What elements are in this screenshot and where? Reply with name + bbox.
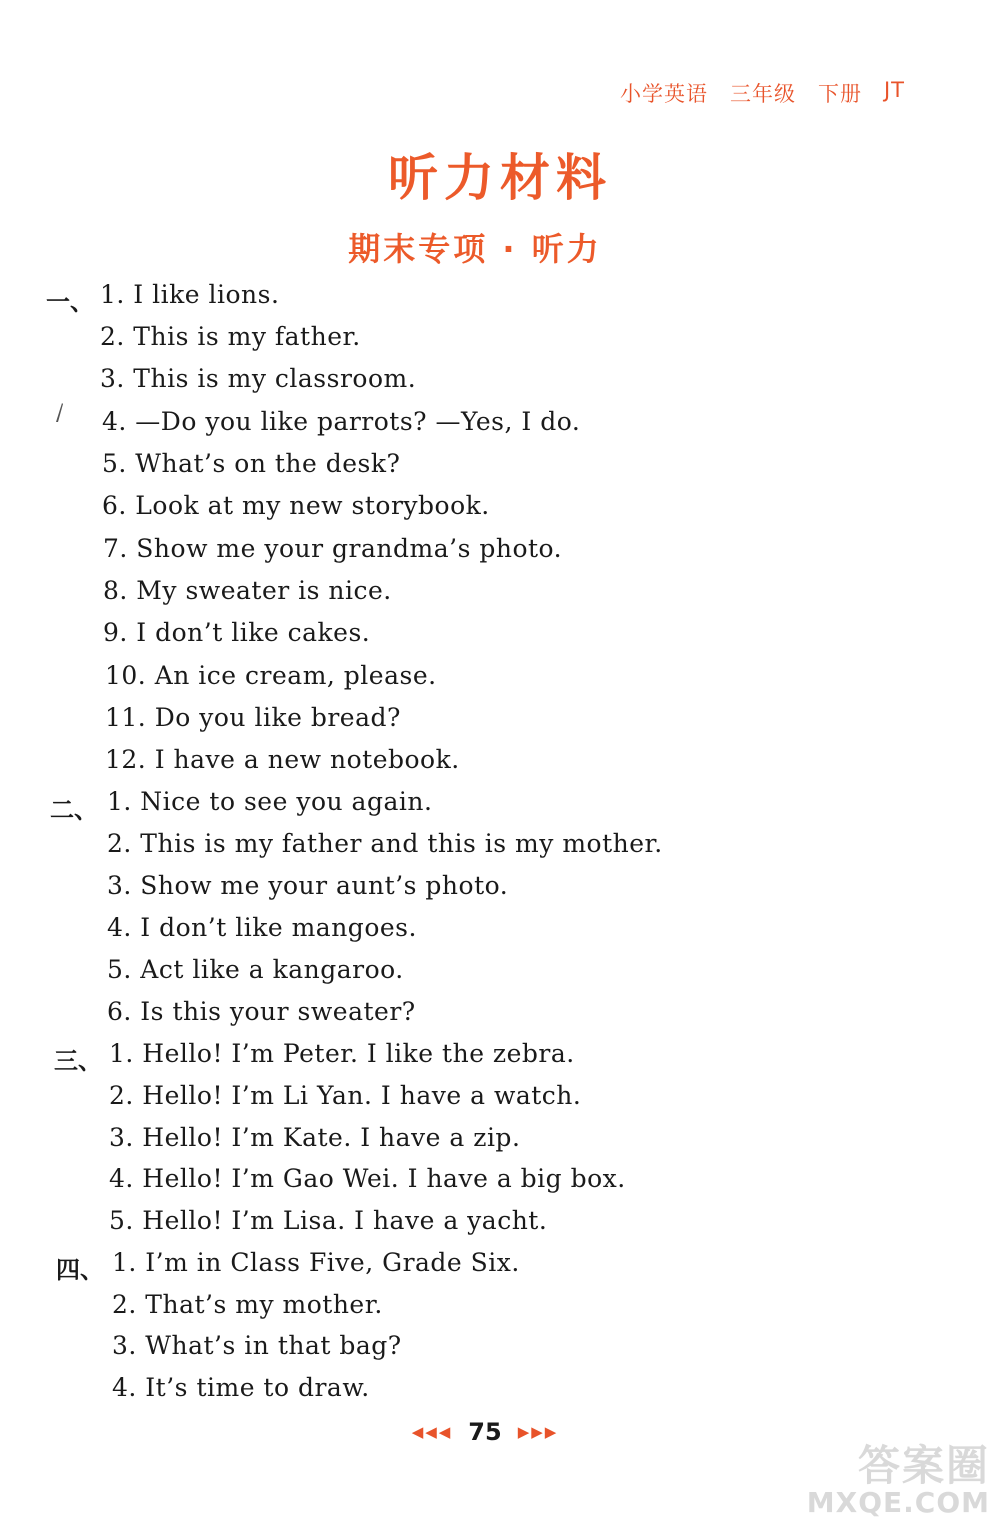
list-item: 1. I’m in Class Five, Grade Six. [112,1248,520,1277]
list-item: 11. Do you like bread? [105,703,401,732]
watermark-bottom: MXQE.COM [806,1485,990,1519]
list-item: 3. This is my classroom. [100,364,417,393]
list-item: 2. Hello! I’m Li Yan. I have a watch. [109,1081,582,1110]
section-label-1: 一、 [46,288,94,316]
list-item: 4. I don’t like mangoes. [107,913,417,942]
section-label-4: 四、 [56,1256,104,1284]
header-grade: 三年级 [729,82,796,106]
list-item: 9. I don’t like cakes. [103,618,371,647]
list-item: 1. Hello! I’m Peter. I like the zebra. [109,1039,575,1068]
page-title: 听力材料 [388,149,612,207]
header-subject: 小学英语 [619,82,708,106]
list-item: 5. What’s on the desk? [102,449,401,478]
list-item: 1. Nice to see you again. [107,787,433,816]
right-arrows-icon: ▶▶▶ [517,1423,559,1441]
list-item: 2. This is my father and this is my mother. [107,829,663,858]
pen-mark-icon [54,402,64,424]
list-item: 10. An ice cream, please. [105,661,437,690]
list-item: 4. —Do you like parrots? —Yes, I do. [102,407,581,436]
watermark [806,1440,990,1519]
watermark-top: 答案圈 [857,1440,990,1490]
page-subtitle: 期末专项 · 听力 [348,230,602,268]
page-header [620,78,905,108]
list-item: 3. Hello! I’m Kate. I have a zip. [109,1123,521,1152]
page-number: 75 [468,1418,502,1446]
list-item: 3. Show me your aunt’s photo. [107,871,509,900]
header-volume: 下册 [817,82,862,106]
list-item: 4. It’s time to draw. [112,1373,370,1402]
list-item: 8. My sweater is nice. [103,576,392,605]
list-item: 7. Show me your grandma’s photo. [103,534,563,563]
list-item: 1. I like lions. [100,280,280,309]
list-item: 2. That’s my mother. [112,1290,383,1319]
list-item: 6. Look at my new storybook. [102,491,490,520]
list-item: 6. Is this your sweater? [107,997,416,1026]
header-edition: JT [883,78,905,102]
list-item: 5. Act like a kangaroo. [107,955,404,984]
list-item: 3. What’s in that bag? [112,1331,402,1360]
list-item: 2. This is my father. [100,322,361,351]
page-footer [0,1418,970,1446]
list-item: 12. I have a new notebook. [105,745,460,774]
section-label-2: 二、 [50,796,98,824]
left-arrows-icon: ◀◀◀ [411,1423,453,1441]
section-label-3: 三、 [54,1047,102,1075]
list-item: 5. Hello! I’m Lisa. I have a yacht. [109,1206,548,1235]
list-item: 4. Hello! I’m Gao Wei. I have a big box. [109,1164,626,1193]
